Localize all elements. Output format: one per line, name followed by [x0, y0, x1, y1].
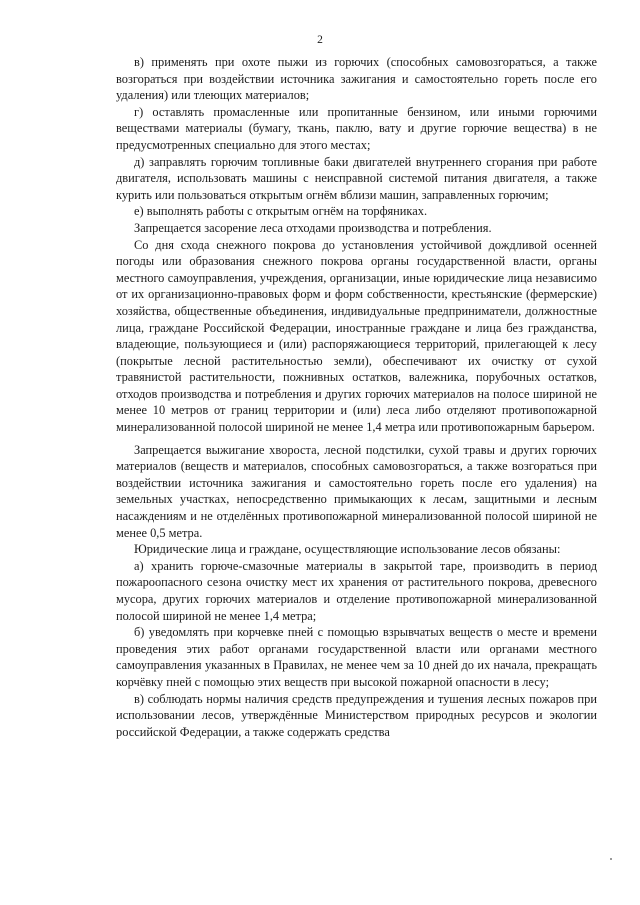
document-body [116, 54, 597, 740]
paragraph-obligation-v: в) соблюдать нормы наличия средств предупреждения и тушения лесных пожаров при использовании лесов, утверждённые Министерством природных ресурсов и экологии российской Федерации, а также содержать средства [116, 691, 597, 739]
paragraph-waste-prohibition: Запрещается засорение леса отходами производства и потребления. [134, 220, 492, 235]
paragraph-territory-cleaning: Со дня схода снежного покрова до установления устойчивой дождливой осенней погоды или образования снежного покрова органы государственной власти, органы местного самоуправления, учреждения, организации, иные юридические лица независимо от их организационно-правовых форм и форм собственности, крестьянские (фермерские) хозяйства, общественные объединения, индивидуальные предприниматели, должностные лица, граждане Российской Федерации, иностранные граждане и лица без гражданства, владеющие, пользующиеся и (или) распоряжающиеся территорий, прилегающей к лесу (покрытые лесной растительностью земли), обеспечивают их очистку от сухой травянистой растительности, пожнивных остатков, валежника, порубочных остатков, отходов производства и потребления и других горючих материалов на полосе шириной не менее 10 метров от границ территории и (или) леса либо отделяют противопожарной минерализованной полосой шириной не менее 1,4 метра или противопожарным барьером. [116, 237, 597, 435]
paragraph-obligation-b: б) уведомлять при корчевке пней с помощью взрывчатых веществ о месте и времени проведения этих работ органами государственной власти или органами местного самоуправления указанных в Правилах, не менее чем за 10 дней до их начала, прекращать корчёвку пней с помощью этих веществ при высокой пожарной опасности в лесу; [116, 625, 597, 689]
paragraph-forest-users-obligations: Юридические лица и граждане, осуществляющие использование лесов обязаны: [134, 542, 561, 557]
paragraph-burning-prohibition: Запрещается выжигание хвороста, лесной подстилки, сухой травы и других горючих материалов (веществ и материалов, способных самовозгораться, а также возгораться при воздействии источника зажигания и самостоятельно гореть после его удаления) на земельных участках, непосредственно примыкающих к лесам, защитными и лесным насаждениям и не отделённых противопожарной минерализованной полосой шириной не менее 0,5 метра. [116, 442, 597, 540]
scan-speck [610, 858, 612, 860]
paragraph-item-d: д) заправлять горючим топливные баки двигателей внутреннего сгорания при работе двигателя, использовать машины с неисправной системой питания двигателя, а также курить или пользоваться открытым огнём вблизи машин, заправленных горючим; [116, 154, 597, 202]
paragraph-item-e: е) выполнять работы с открытым огнём на торфяниках. [134, 204, 428, 219]
paragraph-item-g: г) оставлять промасленные или пропитанные бензином, или иными горючими веществами материалы (бумагу, ткань, паклю, вату и другие горючие вещества) в не предусмотренных специально для этого местах; [116, 104, 597, 152]
paragraph-obligation-a: а) хранить горюче-смазочные материалы в закрытой таре, производить в период пожароопасного сезона очистку мест их хранения от растительного покрова, древесного мусора, других горючих материалов и отделение противопожарной минерализованной полосой шириной не менее 1,4 метра; [116, 558, 597, 623]
page-number: 2 [317, 34, 323, 46]
paragraph-item-v: в) применять при охоте пыжи из горючих (способных самовозгораться, а также возгораться при воздействии источника зажигания и самостоятельно гореть после его удаления) или тлеющих материалов; [116, 55, 597, 103]
